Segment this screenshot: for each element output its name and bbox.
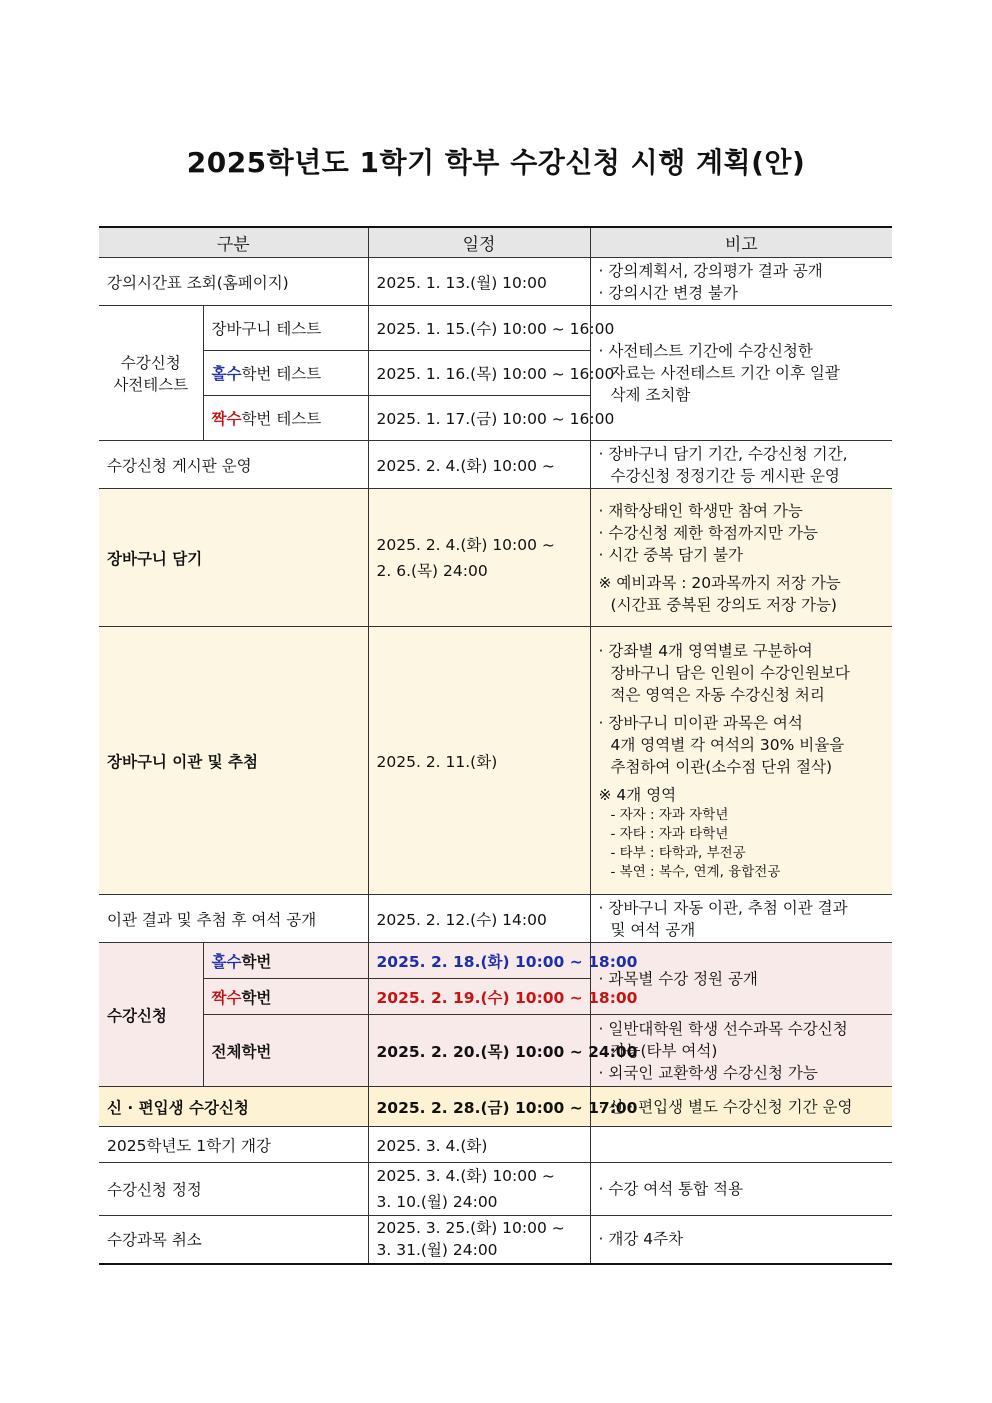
- area-item: - 타부 : 타학과, 부전공: [610, 844, 746, 861]
- table-row: [99, 258, 892, 306]
- note-line: · 강의계획서, 강의평가 결과 공개: [598, 261, 823, 280]
- sub-label: [203, 943, 368, 979]
- note-line: 가능(타부 여석): [610, 1041, 718, 1060]
- row-note: · 개강 4주차: [590, 1216, 892, 1264]
- table-row: [99, 895, 892, 943]
- row-date: [368, 1163, 590, 1216]
- row-date: 2025. 1. 16.(목) 10:00 ~ 16:00: [368, 351, 590, 396]
- row-date: 2025. 3. 4.(화): [368, 1127, 590, 1163]
- row-label: 수강과목 취소: [99, 1216, 368, 1264]
- page-title: 2025학년도 1학기 학부 수강신청 시행 계획(안): [186, 146, 806, 179]
- note-line: 수강신청 정정기간 등 게시판 운영: [610, 466, 840, 485]
- table-row: [99, 1127, 892, 1163]
- row-note: [590, 1015, 892, 1087]
- note-line: 자료는 사전테스트 기간 이후 일괄: [610, 364, 840, 382]
- note-line: · 장바구니 미이관 과목은 여석: [598, 713, 803, 732]
- date-line: 2. 6.(목) 24:00: [376, 561, 488, 580]
- note-line: · 사전테스트 기간에 수강신청한: [598, 342, 813, 360]
- date-line: 3. 10.(월) 24:00: [376, 1193, 498, 1211]
- table-row: [99, 441, 892, 489]
- note-line: 적은 영역은 자동 수강신청 처리: [610, 685, 825, 704]
- table-row: [99, 1087, 892, 1127]
- row-date: 2025. 1. 13.(월) 10:00: [368, 258, 590, 306]
- odd-label: 홀수: [211, 365, 242, 383]
- areas-title: ※ 4개 영역: [598, 785, 677, 804]
- date-line: 2025. 3. 25.(화) 10:00 ~: [376, 1219, 565, 1238]
- row-note: [590, 627, 892, 895]
- row-label: 신 · 편입생 수강신청: [99, 1087, 368, 1127]
- label-line: 사전테스트: [113, 376, 189, 394]
- row-note: [590, 895, 892, 943]
- row-note: [590, 258, 892, 306]
- row-date: 2025. 2. 4.(화) 10:00 ~: [368, 441, 590, 489]
- header-category: 구분: [99, 227, 368, 258]
- row-note: · 신 · 편입생 별도 수강신청 기간 운영: [590, 1087, 892, 1127]
- row-note: · 과목별 수강 정원 공개: [590, 943, 892, 1015]
- note-line: · 시간 중복 담기 불가: [598, 545, 743, 564]
- row-date: 2025. 2. 28.(금) 10:00 ~ 17:00: [368, 1087, 590, 1127]
- row-label: 이관 결과 및 추첨 후 여석 공개: [99, 895, 368, 943]
- note-line: · 장바구니 담기 기간, 수강신청 기간,: [598, 444, 848, 463]
- area-item: - 자타 : 자과 타학년: [610, 825, 729, 842]
- row-date: [368, 489, 590, 627]
- row-date: 2025. 1. 15.(수) 10:00 ~ 16:00: [368, 306, 590, 351]
- row-label: 강의시간표 조회(홈페이지): [99, 258, 368, 306]
- row-label: 장바구니 담기: [99, 489, 368, 627]
- row-note: · 수강 여석 통합 적용: [590, 1163, 892, 1216]
- note-line: · 재학상태인 학생만 참여 가능: [598, 501, 803, 520]
- remark-line: (시간표 중복된 강의도 저장 가능): [610, 595, 837, 614]
- row-note: [590, 1127, 892, 1163]
- even-label: 짝수: [211, 410, 242, 428]
- table-row: [99, 306, 892, 351]
- note-line: · 수강신청 제한 학점까지만 가능: [598, 523, 818, 542]
- header-schedule: 일정: [368, 227, 590, 258]
- schedule-table: [99, 226, 892, 1265]
- date-line: 3. 31.(월) 24:00: [376, 1241, 498, 1260]
- note-line: · 일반대학원 학생 선수과목 수강신청: [598, 1019, 848, 1038]
- table-row: [99, 489, 892, 627]
- sub-label-rest: 학번 테스트: [241, 410, 322, 428]
- label-line: 수강신청: [120, 354, 181, 372]
- row-date: 2025. 2. 18.(화) 10:00 ~ 18:00: [368, 943, 590, 979]
- table-row: [99, 1163, 892, 1216]
- row-date: 2025. 2. 11.(화): [368, 627, 590, 895]
- row-note: [590, 441, 892, 489]
- sub-label: [203, 396, 368, 441]
- row-date: [368, 1216, 590, 1264]
- table-row: [99, 1216, 892, 1264]
- note-line: · 외국인 교환학생 수강신청 가능: [598, 1063, 818, 1082]
- area-item: - 복연 : 복수, 연계, 융합전공: [610, 863, 781, 880]
- row-date: 2025. 2. 20.(목) 10:00 ~ 24:00: [368, 1015, 590, 1087]
- header-note: 비고: [590, 227, 892, 258]
- sub-label: [203, 351, 368, 396]
- table-row: [99, 627, 892, 895]
- note-line: · 강좌별 4개 영역별로 구분하여: [598, 641, 813, 660]
- row-label: 수강신청 정정: [99, 1163, 368, 1216]
- date-line: 2025. 3. 4.(화) 10:00 ~: [376, 1167, 555, 1185]
- sub-label-rest: 학번 테스트: [241, 365, 322, 383]
- sub-label: 전체학번: [203, 1015, 368, 1087]
- table-header-row: [99, 227, 892, 258]
- note-line: 추첨하여 이관(소수점 단위 절삭): [610, 757, 833, 776]
- even-label: 짝수: [211, 988, 242, 1007]
- row-label: 장바구니 이관 및 추첨: [99, 627, 368, 895]
- row-date: 2025. 2. 19.(수) 10:00 ~ 18:00: [368, 979, 590, 1015]
- table-row: [99, 1015, 892, 1087]
- odd-label: 홀수: [211, 952, 242, 971]
- note-line: · 장바구니 자동 이관, 추첨 이관 결과: [598, 898, 848, 917]
- sub-label: 장바구니 테스트: [203, 306, 368, 351]
- remark-line: ※ 예비과목 : 20과목까지 저장 가능: [598, 573, 841, 592]
- note-line: · 강의시간 변경 불가: [598, 283, 739, 302]
- sub-label-rest: 학번: [241, 988, 272, 1007]
- table-row: [99, 943, 892, 979]
- note-line: 삭제 조치함: [610, 386, 691, 404]
- note-line: 4개 영역별 각 여석의 30% 비율을: [610, 735, 845, 754]
- date-line: 2025. 2. 4.(화) 10:00 ~: [376, 535, 555, 554]
- row-label: 2025학년도 1학기 개강: [99, 1127, 368, 1163]
- sub-label: [203, 979, 368, 1015]
- row-label: [99, 306, 203, 441]
- row-note: [590, 489, 892, 627]
- area-item: - 자자 : 자과 자학년: [610, 806, 729, 823]
- sub-label-rest: 학번: [241, 952, 272, 971]
- row-date: 2025. 2. 12.(수) 14:00: [368, 895, 590, 943]
- note-line: 장바구니 담은 인원이 수강인원보다: [610, 663, 850, 682]
- row-label: 수강신청 게시판 운영: [99, 441, 368, 489]
- note-line: 및 여석 공개: [610, 920, 696, 939]
- row-label: 수강신청: [99, 943, 203, 1087]
- row-note: [590, 306, 892, 441]
- row-date: 2025. 1. 17.(금) 10:00 ~ 16:00: [368, 396, 590, 441]
